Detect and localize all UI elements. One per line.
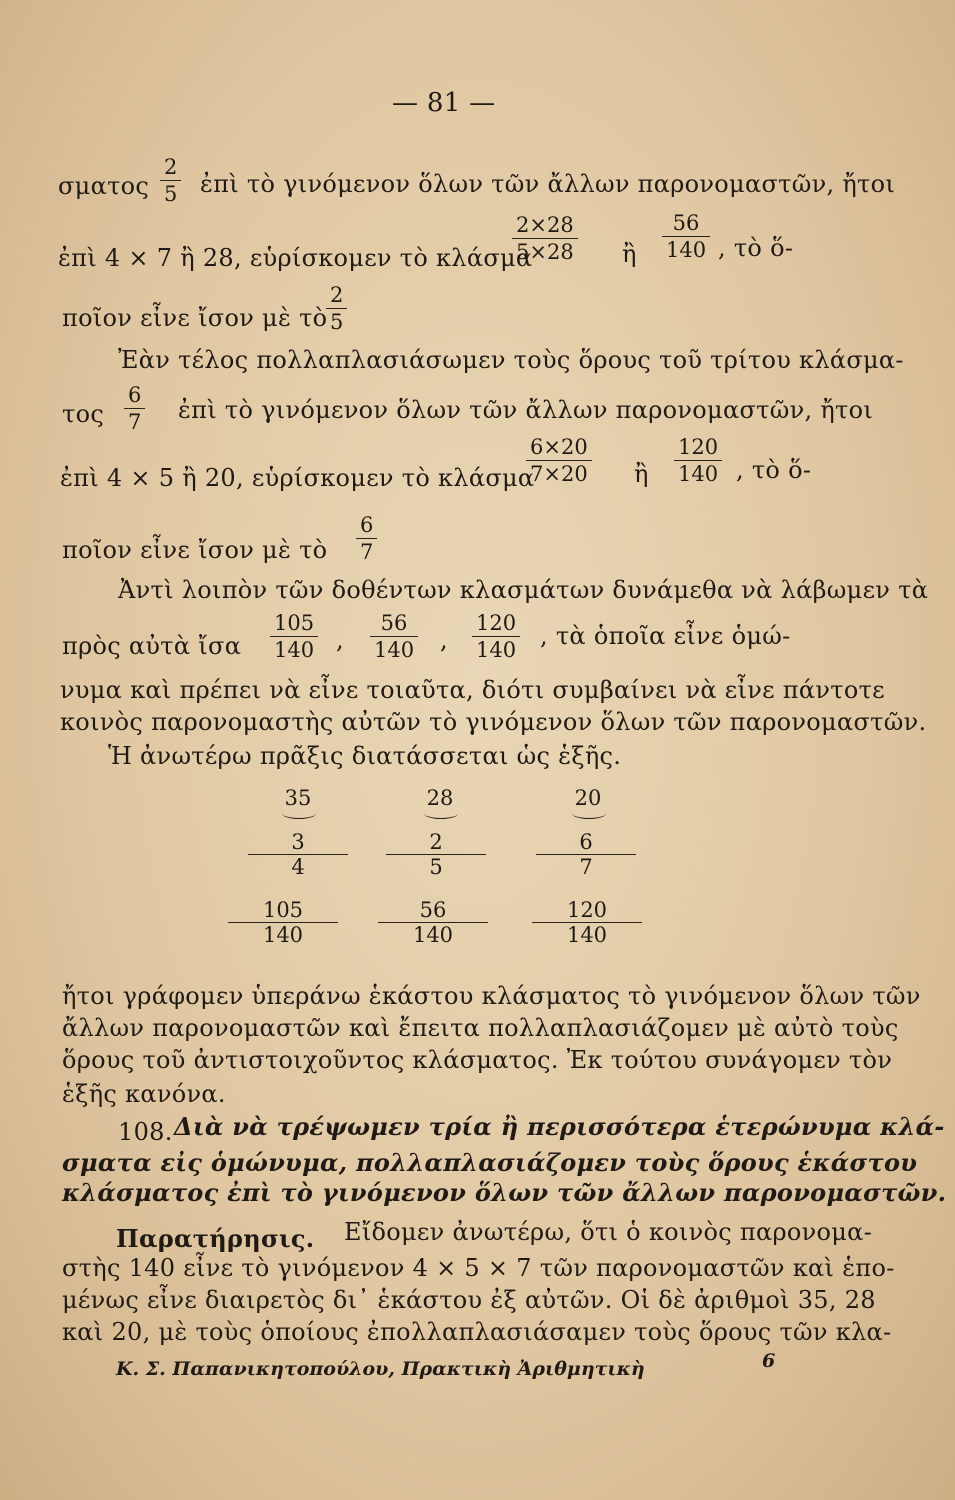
text-line: Ἡ ἀνωτέρω πρᾶξις διατάσσεται ὡς ἑξῆς.	[108, 742, 622, 770]
text-line: ἐπὶ 4 × 7 ἢ 28, εὑρίσκομεν τὸ κλάσμα	[58, 244, 533, 272]
text-line: ἄλλων παρονομαστῶν καὶ ἔπειτα πολλαπλασιάζομεν μὲ αὐτὸ τοὺς	[62, 1014, 899, 1042]
table-column	[378, 898, 488, 947]
numerator: 2	[164, 155, 178, 179]
text-line: Εἴδομεν ἀνωτέρω, ὅτι ὁ κοινὸς παρονομα-	[344, 1218, 873, 1246]
text-line: πρὸς αὐτὰ ἴσα	[62, 632, 242, 660]
numerator: 105	[274, 611, 315, 635]
fraction	[326, 284, 347, 333]
remark-heading: Παρατήρησις.	[116, 1224, 315, 1253]
numerator: 6	[128, 383, 142, 407]
fraction	[356, 514, 377, 563]
text-line: , τὸ ὅ-	[718, 234, 794, 262]
fraction	[526, 436, 592, 485]
fraction	[370, 612, 418, 661]
denominator: 5	[326, 308, 347, 333]
text-line: ὅρους τοῦ ἀντιστοιχοῦντος κλάσματος. Ἐκ τούτου συνάγομεν τὸν	[62, 1046, 893, 1074]
table-column	[248, 786, 348, 810]
text-line: , τὸ ὅ-	[736, 456, 812, 484]
text-line: ἐπὶ 4 × 5 ἢ 20, εὑρίσκομεν τὸ κλάσμα	[60, 464, 535, 492]
denominator: 140	[270, 636, 318, 661]
text-line: ποῖον εἶνε ἴσον μὲ τὸ	[62, 304, 328, 332]
text-line: σματος	[58, 172, 150, 200]
numerator: 2	[429, 830, 443, 854]
table-column	[536, 830, 636, 879]
table-column	[228, 898, 338, 947]
denominator: 5×28	[512, 238, 578, 263]
numerator: 120	[566, 898, 608, 922]
table-column	[248, 830, 348, 879]
fraction	[124, 384, 145, 433]
denominator: 140	[228, 922, 338, 947]
denominator: 7	[356, 538, 377, 563]
multiplier: 28	[426, 786, 454, 810]
table-column	[538, 786, 638, 810]
text-line: καὶ 20, μὲ τοὺς ὁποίους ἐπολλαπλασιάσαμεν τοὺς ὅρους τῶν κλα-	[62, 1318, 892, 1346]
numerator: 120	[476, 611, 517, 635]
numerator: 6	[360, 513, 374, 537]
fraction	[674, 436, 722, 485]
numerator: 56	[419, 898, 447, 922]
denominator: 7×20	[526, 460, 592, 485]
rule-text: σματα εἰς ὁμώνυμα, πολλαπλασιάζομεν τοὺς ὅρους ἑκάστου	[62, 1148, 918, 1177]
text-line: στὴς 140 εἶνε τὸ γινόμενον 4 × 5 × 7 τῶν παρονομαστῶν καὶ ἑπο-	[62, 1254, 895, 1282]
denominator: 140	[378, 922, 488, 947]
section-number: 108.	[118, 1118, 173, 1146]
text-line: μένως εἶνε διαιρετὸς δι᾽ ἑκάστου ἐξ αὐτῶν. Οἱ δὲ ἀριθμοὶ 35, 28	[62, 1286, 876, 1314]
denominator: 5	[160, 180, 181, 205]
denominator: 140	[370, 636, 418, 661]
table-column	[386, 830, 486, 879]
text-line: ἑξῆς κανόνα.	[62, 1080, 226, 1108]
numerator: 2×28	[516, 213, 574, 237]
text-line: ποῖον εἶνε ἴσον μὲ τὸ	[62, 536, 328, 564]
numerator: 6×20	[530, 435, 588, 459]
text-line: ἐπὶ τὸ γινόμενον ὅλων τῶν ἄλλων παρονομαστῶν, ἤτοι	[200, 170, 896, 198]
fraction	[270, 612, 318, 661]
denominator: 140	[674, 460, 722, 485]
text-line: Ἐὰν τέλος πολλαπλασιάσωμεν τοὺς ὅρους τοῦ τρίτου κλάσμα-	[118, 346, 904, 374]
fraction	[160, 156, 181, 205]
brace	[572, 808, 606, 819]
text-line: , τὰ ὁποῖα εἶνε ὁμώ-	[540, 622, 791, 650]
text-line: κοινὸς παρονομαστὴς αὐτῶν τὸ γινόμενον ὅλων τῶν παρονομαστῶν.	[60, 708, 927, 736]
numerator: 120	[678, 435, 719, 459]
rule-text: κλάσματος ἐπὶ τὸ γινόμενον ὅλων τῶν ἄλλων παρονομαστῶν.	[62, 1178, 947, 1207]
text-line: ἤτοι γράφομεν ὑπεράνω ἑκάστου κλάσματος τὸ γινόμενον ὅλων τῶν	[62, 982, 921, 1010]
denominator: 140	[662, 236, 710, 261]
denominator: 7	[124, 408, 145, 433]
table-column	[532, 898, 642, 947]
text-line: τος	[62, 400, 105, 428]
text-line: ἢ	[634, 460, 649, 488]
numerator: 2	[330, 283, 344, 307]
text-line: νυμα καὶ πρέπει νὰ εἶνε τοιαῦτα, διότι συμβαίνει νὰ εἶνε πάντοτε	[60, 676, 885, 704]
brace	[424, 808, 458, 819]
numerator: 105	[262, 898, 304, 922]
multiplier: 35	[284, 786, 312, 810]
numerator: 6	[579, 830, 593, 854]
text-line: ἐπὶ τὸ γινόμενον ὅλων τῶν ἄλλων παρονομαστῶν, ἤτοι	[178, 396, 874, 424]
denominator: 5	[386, 854, 486, 879]
footer-author: Κ. Σ. Παπανικητοπούλου, Πρακτικὴ Ἀριθμητικὴ	[116, 1358, 645, 1380]
table-column	[390, 786, 490, 810]
comma: ,	[440, 626, 448, 654]
denominator: 140	[472, 636, 520, 661]
numerator: 56	[380, 611, 408, 635]
denominator: 7	[536, 854, 636, 879]
numerator: 56	[672, 211, 700, 235]
multiplier: 20	[574, 786, 602, 810]
rule-text: Διὰ νὰ τρέψωμεν τρία ἢ περισσότερα ἑτερώνυμα κλά-	[174, 1112, 945, 1141]
fraction	[472, 612, 520, 661]
numerator: 3	[291, 830, 305, 854]
text-line: Ἀντὶ λοιπὸν τῶν δοθέντων κλασμάτων δυνάμεθα νὰ λάβωμεν τὰ	[118, 576, 929, 604]
fraction	[662, 212, 710, 261]
fraction	[512, 214, 578, 263]
page-number: — 81 —	[392, 88, 496, 118]
denominator: 140	[532, 922, 642, 947]
signature-mark: 6	[762, 1350, 776, 1372]
text-line: ἢ	[622, 240, 637, 268]
comma: ,	[336, 626, 344, 654]
brace	[282, 808, 316, 819]
denominator: 4	[248, 854, 348, 879]
